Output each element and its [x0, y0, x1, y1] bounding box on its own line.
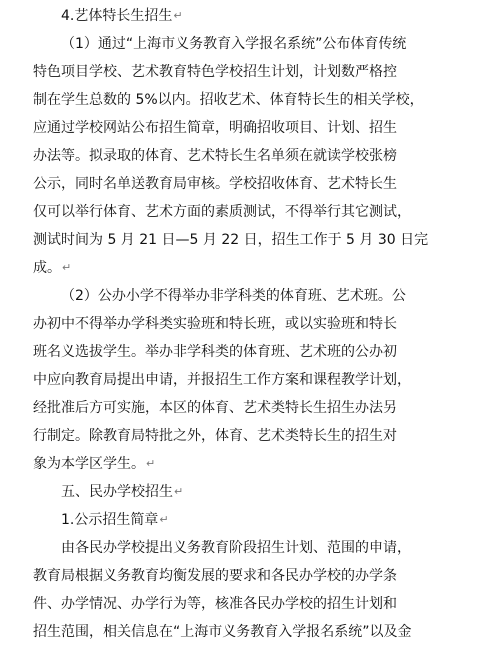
paragraph-line: [33, 590, 397, 618]
paragraph-line: [61, 30, 406, 58]
subsection-heading: [61, 506, 169, 534]
paragraph-line: [33, 422, 397, 450]
line-text: 由各民办学校提出义务教育阶段招生计划、范围的申请，: [61, 540, 411, 556]
paragraph-line: [33, 198, 411, 226]
line-text: 五、民办学校招生: [61, 484, 173, 500]
paragraph-line: [33, 618, 412, 646]
line-text: 经批准后方可实施，本区的体育、艺术类特长生招生办法另: [33, 400, 397, 416]
paragraph-mark-icon: ↵: [159, 513, 169, 526]
paragraph-mark-icon: ↵: [62, 261, 72, 274]
paragraph-mark-icon: ↵: [174, 485, 184, 498]
paragraph-mark-icon: ↵: [146, 457, 156, 470]
line-text: 应通过学校网站公布招生简章，明确招收项目、计划、招生: [33, 120, 397, 136]
line-text: 件、办学情况、办学行为等，核准各民办学校的招生计划和: [33, 596, 397, 612]
line-text: 制在学生总数的 5%以内。招收艺术、体育特长生的相关学校，: [33, 92, 424, 108]
paragraph-line: [33, 394, 397, 422]
line-text: 办初中不得举办学科类实验班和特长班，或以实验班和特长: [33, 316, 397, 332]
line-text: 成。: [33, 260, 61, 276]
line-text: 仅可以举行体育、艺术方面的素质测试，不得举行其它测试，: [33, 204, 411, 220]
paragraph-line: [33, 142, 397, 170]
line-text: 4.艺体特长生招生: [61, 8, 173, 24]
paragraph-line: [33, 254, 71, 282]
line-text: 行制定。除教育局特批之外，体育、艺术类特长生的招生对: [33, 428, 397, 444]
section-heading: [61, 478, 183, 506]
line-text: （1）通过“上海市义务教育入学报名系统”公布体育传统: [61, 36, 407, 52]
line-text: （2）公办小学不得举办非学科类的体育班、艺术班。公: [61, 288, 406, 304]
line-text: 象为本学区学生。: [33, 456, 145, 472]
line-text: 办法等。拟录取的体育、艺术特长生名单须在就读学校张榜: [33, 148, 397, 164]
paragraph-line: [33, 366, 411, 394]
paragraph-line: [33, 58, 397, 86]
line-text: 特色项目学校、艺术教育特色学校招生计划，计划数严格控: [33, 64, 397, 80]
paragraph-line: [33, 338, 397, 366]
line-text: 测试时间为 5 月 21 日—5 月 22 日，招生工作于 5 月 30 日完: [33, 232, 429, 248]
paragraph-line: [33, 310, 397, 338]
section-heading: [61, 2, 183, 30]
paragraph-line: [33, 562, 397, 590]
line-text: 班名义选拔学生。举办非学科类的体育班、艺术班的公办初: [33, 344, 397, 360]
line-text: 中应向教育局提出申请，并报招生工作方案和课程教学计划，: [33, 372, 411, 388]
paragraph-mark-icon: ↵: [173, 9, 183, 22]
line-text: 1.公示招生简章: [61, 512, 159, 528]
paragraph-line: [33, 170, 397, 198]
paragraph-line: [33, 450, 155, 478]
paragraph-line: [33, 86, 424, 114]
paragraph-line: [61, 534, 411, 562]
line-text: 教育局根据义务教育均衡发展的要求和各民办学校的办学条: [33, 568, 397, 584]
line-text: 公示，同时名单送教育局审核。学校招收体育、艺术特长生: [33, 176, 397, 192]
paragraph-line: [33, 226, 428, 254]
paragraph-line: [33, 114, 397, 142]
line-text: 招生范围，相关信息在“上海市义务教育入学报名系统”以及金: [33, 624, 412, 640]
paragraph-line: [61, 282, 406, 310]
